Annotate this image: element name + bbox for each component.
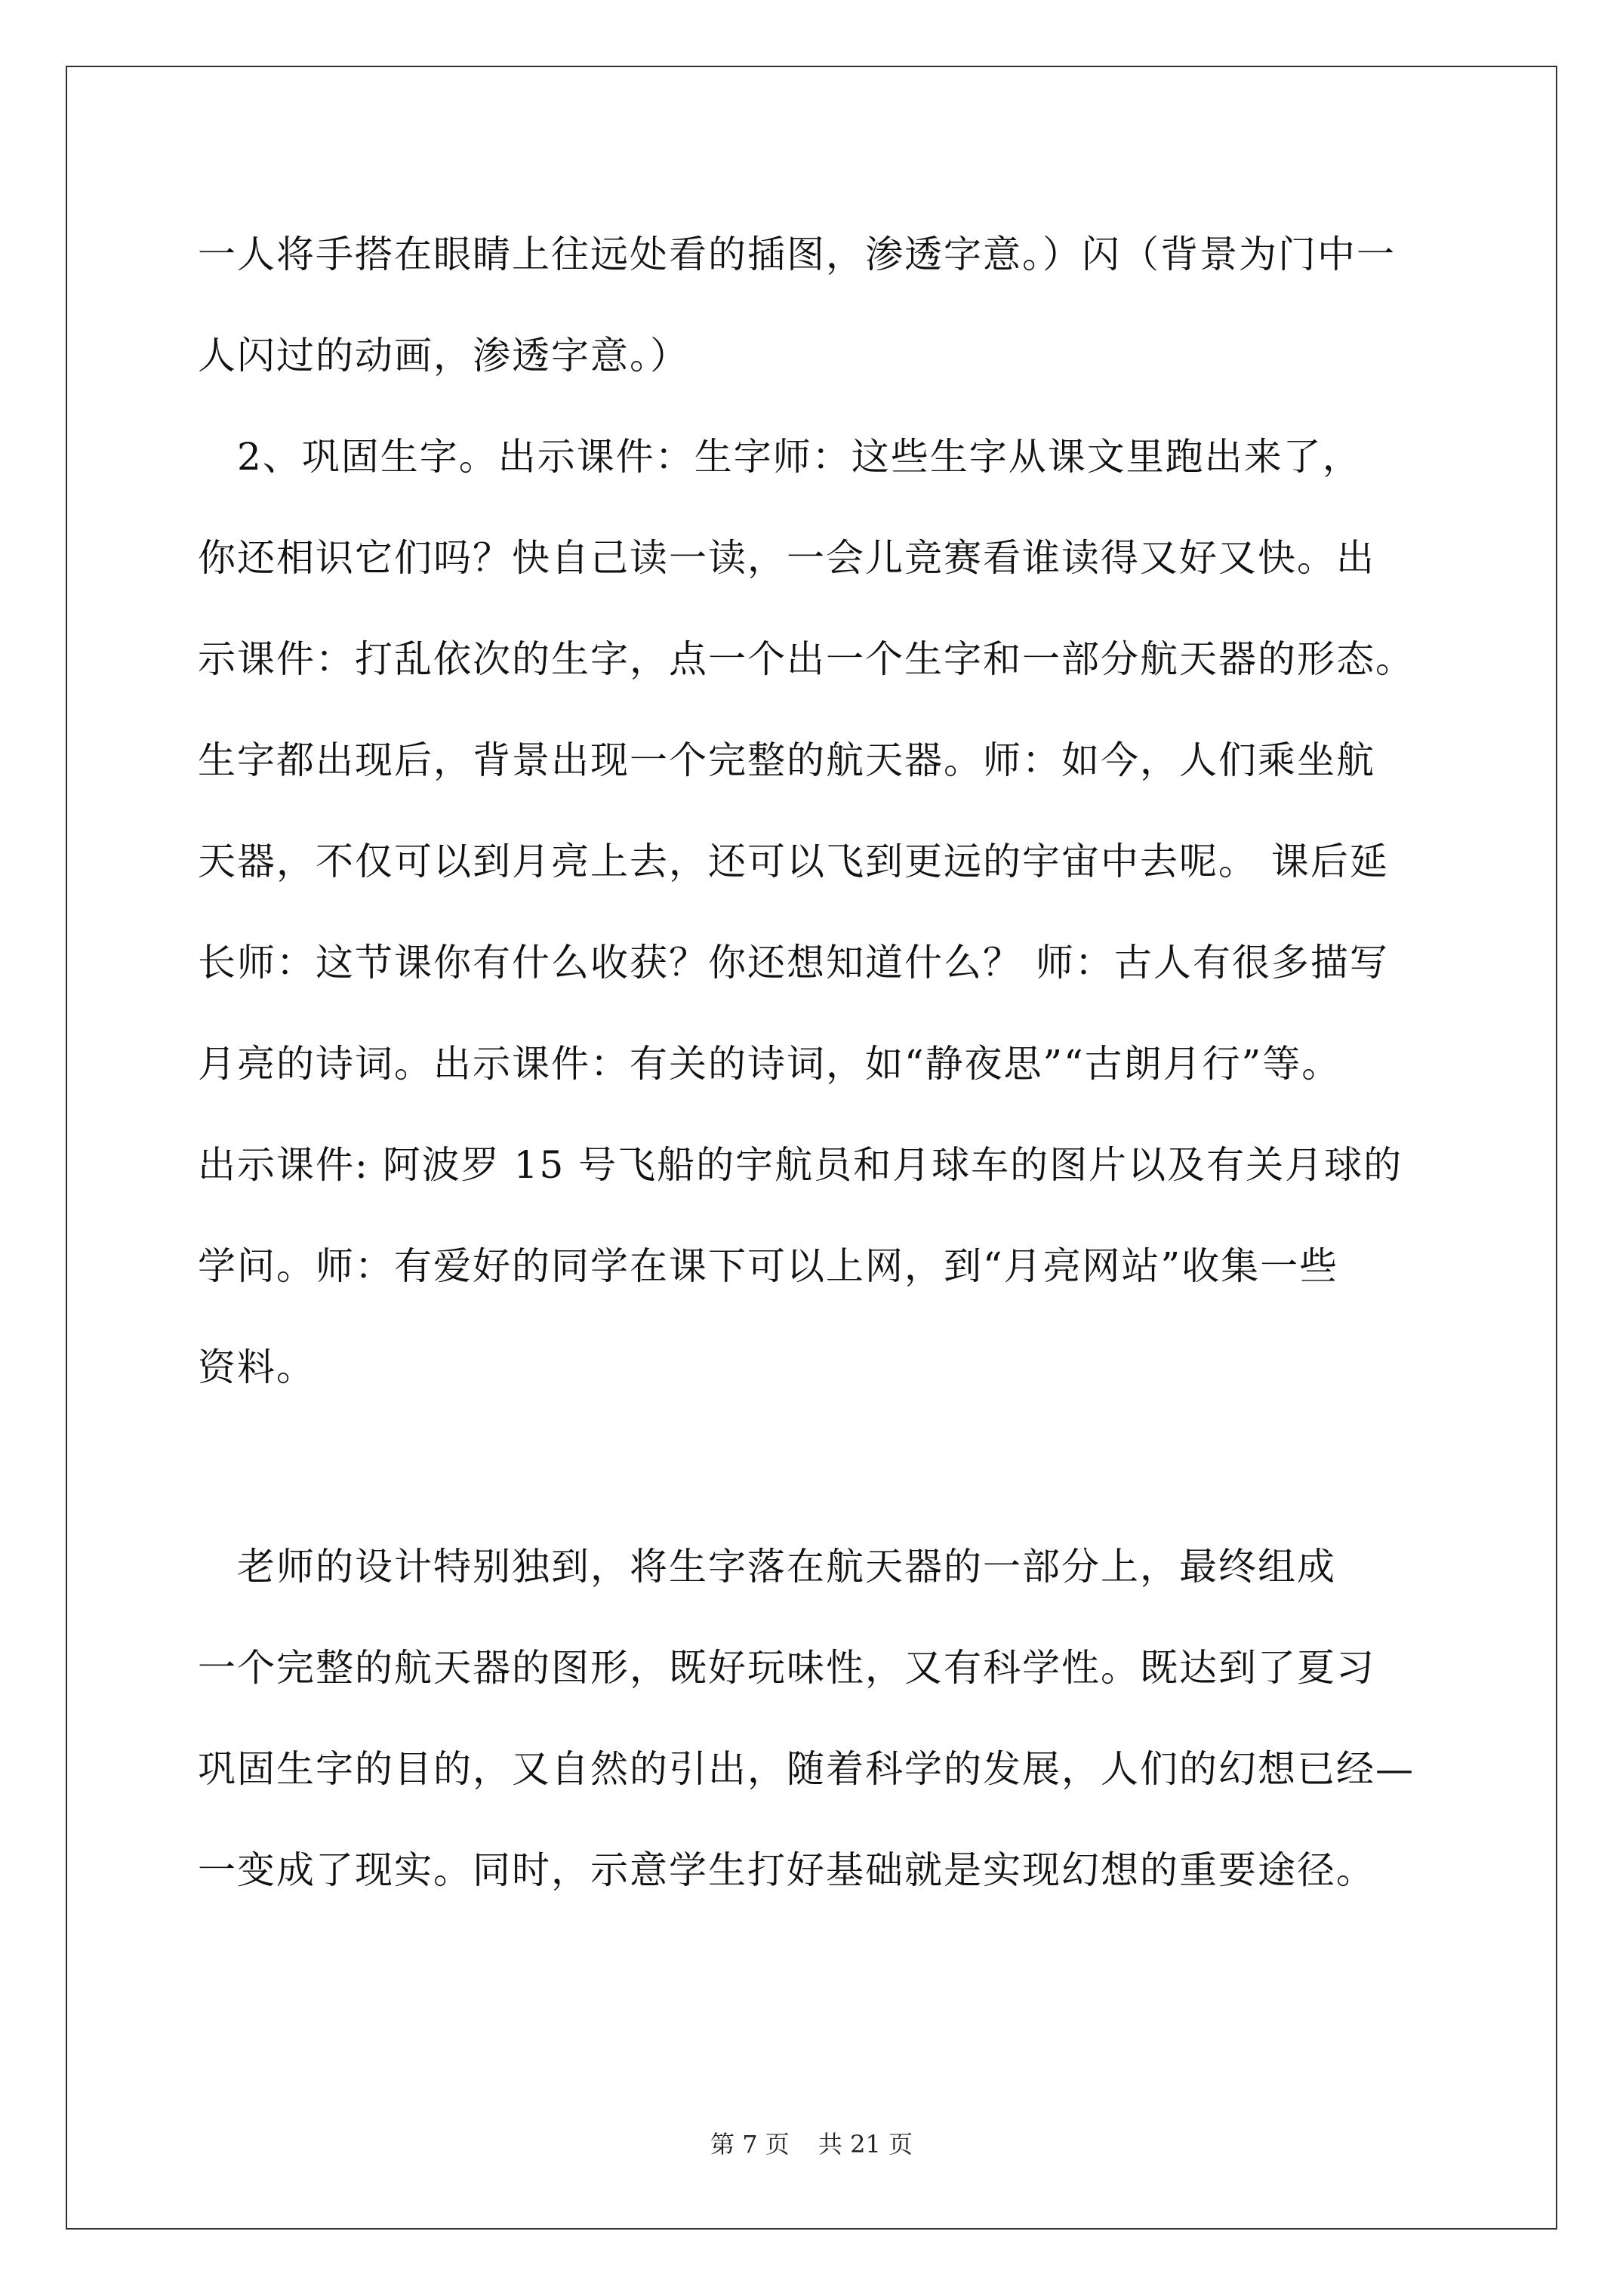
text-line: 一变成了现实。同时，示意学生打好基础就是实现幻想的重要途径。 <box>198 1848 1375 1892</box>
text-line: 2、巩固生字。出示课件：生字师：这些生字从课文里跑出来了， <box>198 435 1362 479</box>
page-footer <box>0 2129 1623 2159</box>
text-line: 出示课件: 阿波罗 15 号飞船的宇航员和月球车的图片以及有关月球的 <box>198 1143 1403 1187</box>
text-line: 人闪过的动画，渗透字意。） <box>198 334 689 378</box>
text-line: 一个完整的航天器的图形，既好玩味性，又有科学性。既达到了夏习 <box>198 1646 1375 1690</box>
text-line: 老师的设计特别独到，将生字落在航天器的一部分上，最终组成 <box>198 1545 1336 1589</box>
text-line: 巩固生字的目的，又自然的引出，随着科学的发展，人们的幻想已经— <box>198 1747 1415 1791</box>
text-line: 资料。 <box>198 1345 316 1389</box>
text-line: 长师：这节课你有什么收获？你还想知道什么？ 师：古人有很多描写 <box>198 941 1389 985</box>
text-line: 示课件：打乱依次的生字，点一个出一个生字和一部分航天器的形态。 <box>198 637 1415 681</box>
text-line: 月亮的诗词。出示课件：有关的诗词，如“静夜思”“古朗月行”等。 <box>198 1042 1341 1086</box>
page-total: 共 21 页 <box>818 2130 913 2159</box>
text-line: 你还相识它们吗？快自己读一读，一会儿竞赛看谁读得又好又快。出 <box>198 536 1375 580</box>
text-line: 一人将手搭在眼睛上往远处看的插图，渗透字意。）闪（背景为门中一 <box>198 233 1396 276</box>
text-line: 学问。师：有爱好的同学在课下可以上网，到“月亮网站”收集一些 <box>198 1244 1339 1288</box>
text-line: 天器，不仅可以到月亮上去，还可以飞到更远的宇宙中去呢。 课后延 <box>198 840 1389 883</box>
text-line: 生字都出现后，背景出现一个完整的航天器。师：如今，人们乘坐航 <box>198 738 1375 782</box>
page-number: 第 7 页 <box>710 2130 790 2159</box>
